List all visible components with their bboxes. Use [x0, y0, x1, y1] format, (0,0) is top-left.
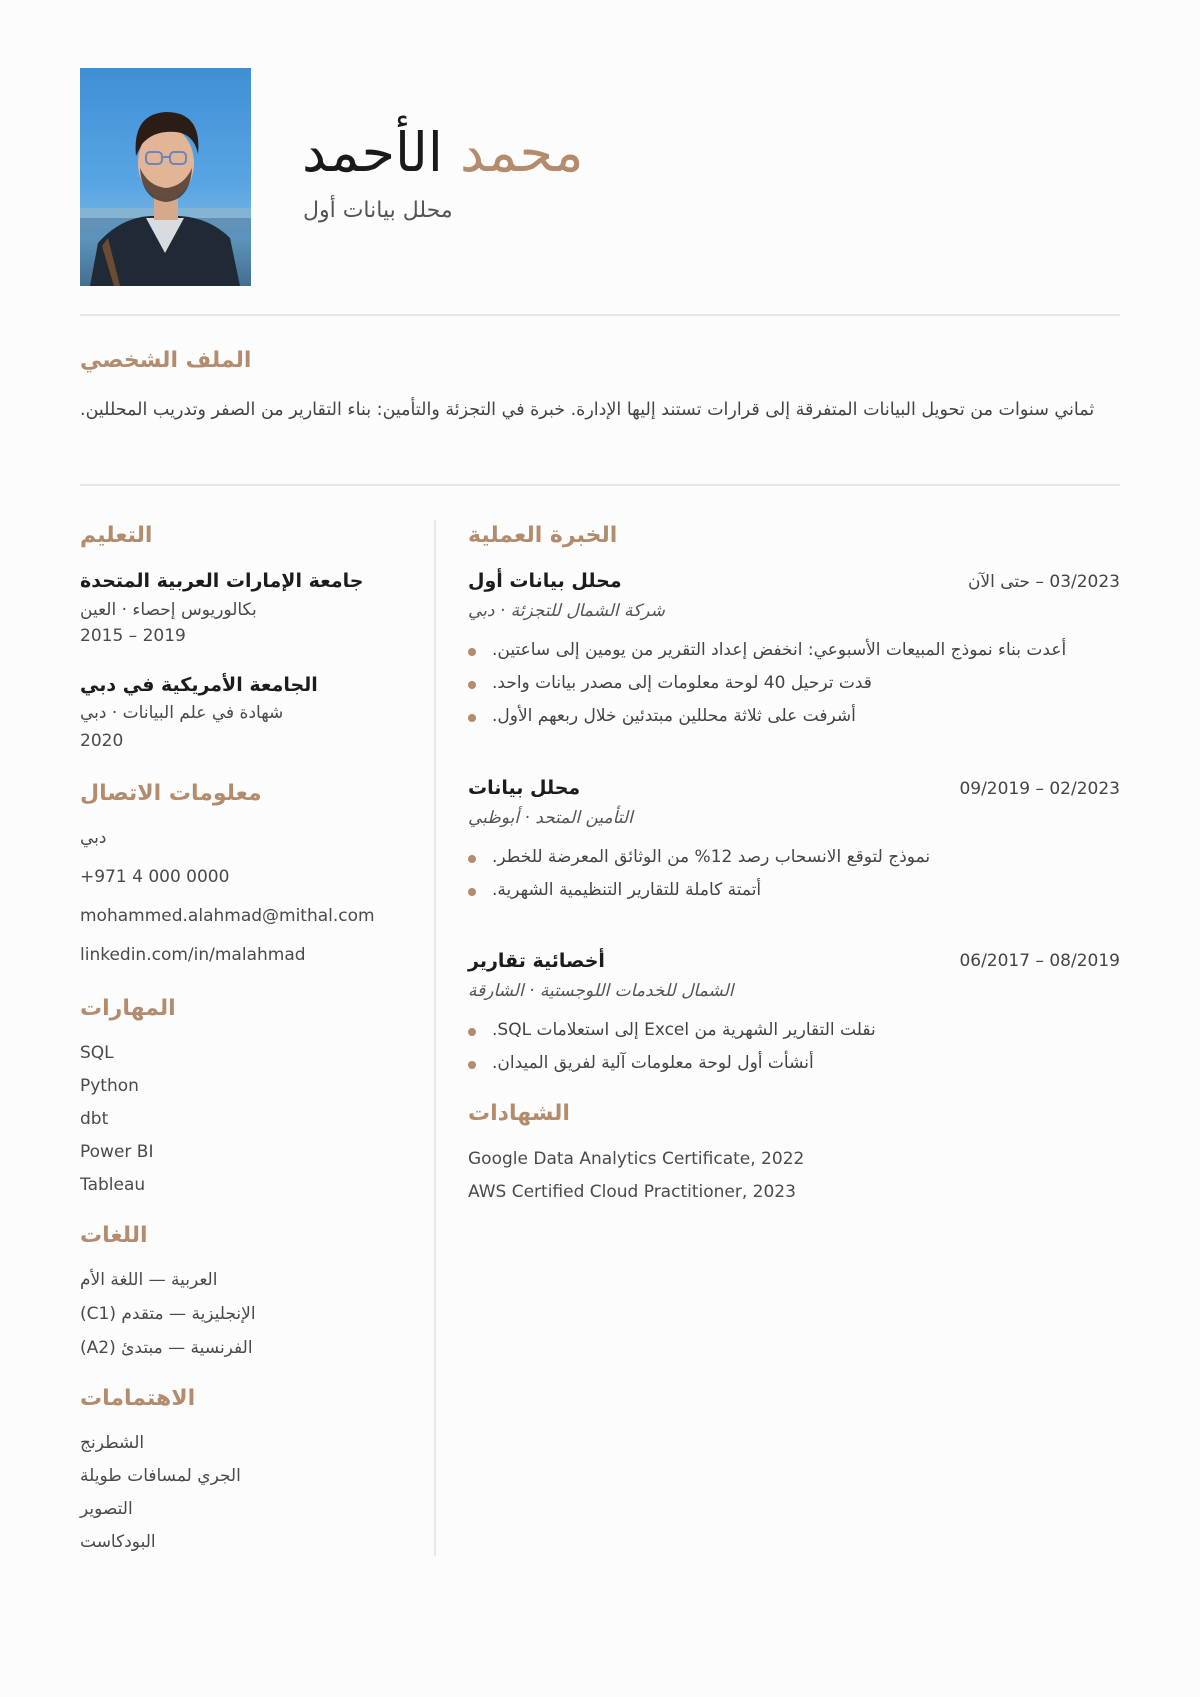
education-degree: شهادة في علم البيانات · دبي	[80, 703, 284, 723]
contact-city: دبي	[80, 828, 107, 848]
bullet-text: أتمتة كاملة للتقارير التنظيمية الشهرية.	[492, 880, 762, 900]
job-headline: محلل بيانات أول	[303, 198, 453, 223]
job-dates: 09/2019 – 02/2023	[959, 779, 1120, 799]
skill-item: Python	[80, 1076, 139, 1096]
last-name: الأحمد	[302, 121, 443, 184]
job-company: التأمين المتحد · أبوظبي	[468, 808, 633, 828]
contact-linkedin[interactable]: linkedin.com/in/malahmad	[80, 945, 306, 965]
bullet-dot	[468, 888, 476, 896]
skill-item: Tableau	[80, 1175, 146, 1195]
full-name	[302, 118, 583, 188]
bullet-dot	[468, 1061, 476, 1069]
bullet-text: أشرفت على ثلاثة محللين مبتدئين خلال ربعهم الأول.	[492, 706, 856, 726]
interest-item: الشطرنج	[80, 1433, 145, 1453]
skill-item: Power BI	[80, 1142, 154, 1162]
bullet-text: قدت ترحيل 40 لوحة معلومات إلى مصدر بيانات واحد.	[492, 673, 872, 693]
bullet-dot	[468, 714, 476, 722]
job-dates: 06/2017 – 08/2019	[959, 951, 1120, 971]
contact-title: معلومات الاتصال	[80, 781, 262, 806]
profile-divider	[80, 484, 1120, 486]
education-degree: بكالوريوس إحصاء · العين	[80, 600, 257, 620]
skill-item: SQL	[80, 1043, 114, 1063]
bullet-dot	[468, 1028, 476, 1036]
skills-title: المهارات	[80, 996, 176, 1021]
skill-item: dbt	[80, 1109, 109, 1129]
job-company: الشمال للخدمات اللوجستية · الشارقة	[468, 981, 734, 1001]
education-years: 2015 – 2019	[80, 626, 186, 646]
interest-item: الجري لمسافات طويلة	[80, 1466, 241, 1486]
bullet-text: أعدت بناء نموذج المبيعات الأسبوعي: انخفض إعداد التقرير من يومين إلى ساعتين.	[492, 640, 1067, 660]
job-company: شركة الشمال للتجزئة · دبي	[468, 601, 665, 621]
bullet-dot	[468, 855, 476, 863]
bullet-text: أنشأت أول لوحة معلومات آلية لفريق الميدان.	[492, 1053, 814, 1073]
language-item: العربية — اللغة الأم	[80, 1270, 218, 1290]
job-role: محلل بيانات أول	[468, 570, 622, 592]
job-dates: 03/2023 – حتى الآن	[967, 572, 1120, 592]
column-divider	[434, 520, 436, 1556]
education-years: 2020	[80, 731, 124, 751]
profile-summary: ثماني سنوات من تحويل البيانات المتفرقة إلى قرارات تستند إليها الإدارة. خبرة في التجزئة والتأمين: بناء التقارير من الصفر وتدريب المحللين.	[80, 400, 1095, 420]
profile-title: الملف الشخصي	[80, 348, 252, 373]
job-role: أخصائية تقارير	[468, 950, 605, 972]
experience-title: الخبرة العملية	[468, 523, 618, 548]
bullet-text: نموذج لتوقع الانسحاب رصد 12% من الوثائق المعرضة للخطر.	[492, 847, 931, 867]
language-item: الفرنسية — مبتدئ (A2)	[80, 1338, 253, 1358]
interests-title: الاهتمامات	[80, 1386, 196, 1411]
interest-item: البودكاست	[80, 1532, 156, 1552]
education-title: التعليم	[80, 523, 153, 548]
bullet-dot	[468, 648, 476, 656]
certifications-title: الشهادات	[468, 1101, 570, 1126]
bullet-dot	[468, 681, 476, 689]
profile-photo	[80, 68, 251, 286]
contact-email[interactable]: mohammed.alahmad@mithal.com	[80, 906, 375, 926]
bullet-text: نقلت التقارير الشهرية من Excel إلى استعلامات SQL.	[492, 1020, 876, 1040]
header-divider	[80, 314, 1120, 316]
certification-item: Google Data Analytics Certificate, 2022	[468, 1149, 805, 1169]
first-name: محمد	[460, 121, 584, 184]
education-school: الجامعة الأمريكية في دبي	[80, 674, 318, 696]
interest-item: التصوير	[80, 1499, 133, 1519]
contact-phone[interactable]: +971 4 000 0000	[80, 867, 230, 887]
languages-title: اللغات	[80, 1223, 148, 1248]
education-school: جامعة الإمارات العربية المتحدة	[80, 570, 364, 592]
job-role: محلل بيانات	[468, 777, 581, 799]
language-item: الإنجليزية — متقدم (C1)	[80, 1304, 256, 1324]
certification-item: AWS Certified Cloud Practitioner, 2023	[468, 1182, 796, 1202]
